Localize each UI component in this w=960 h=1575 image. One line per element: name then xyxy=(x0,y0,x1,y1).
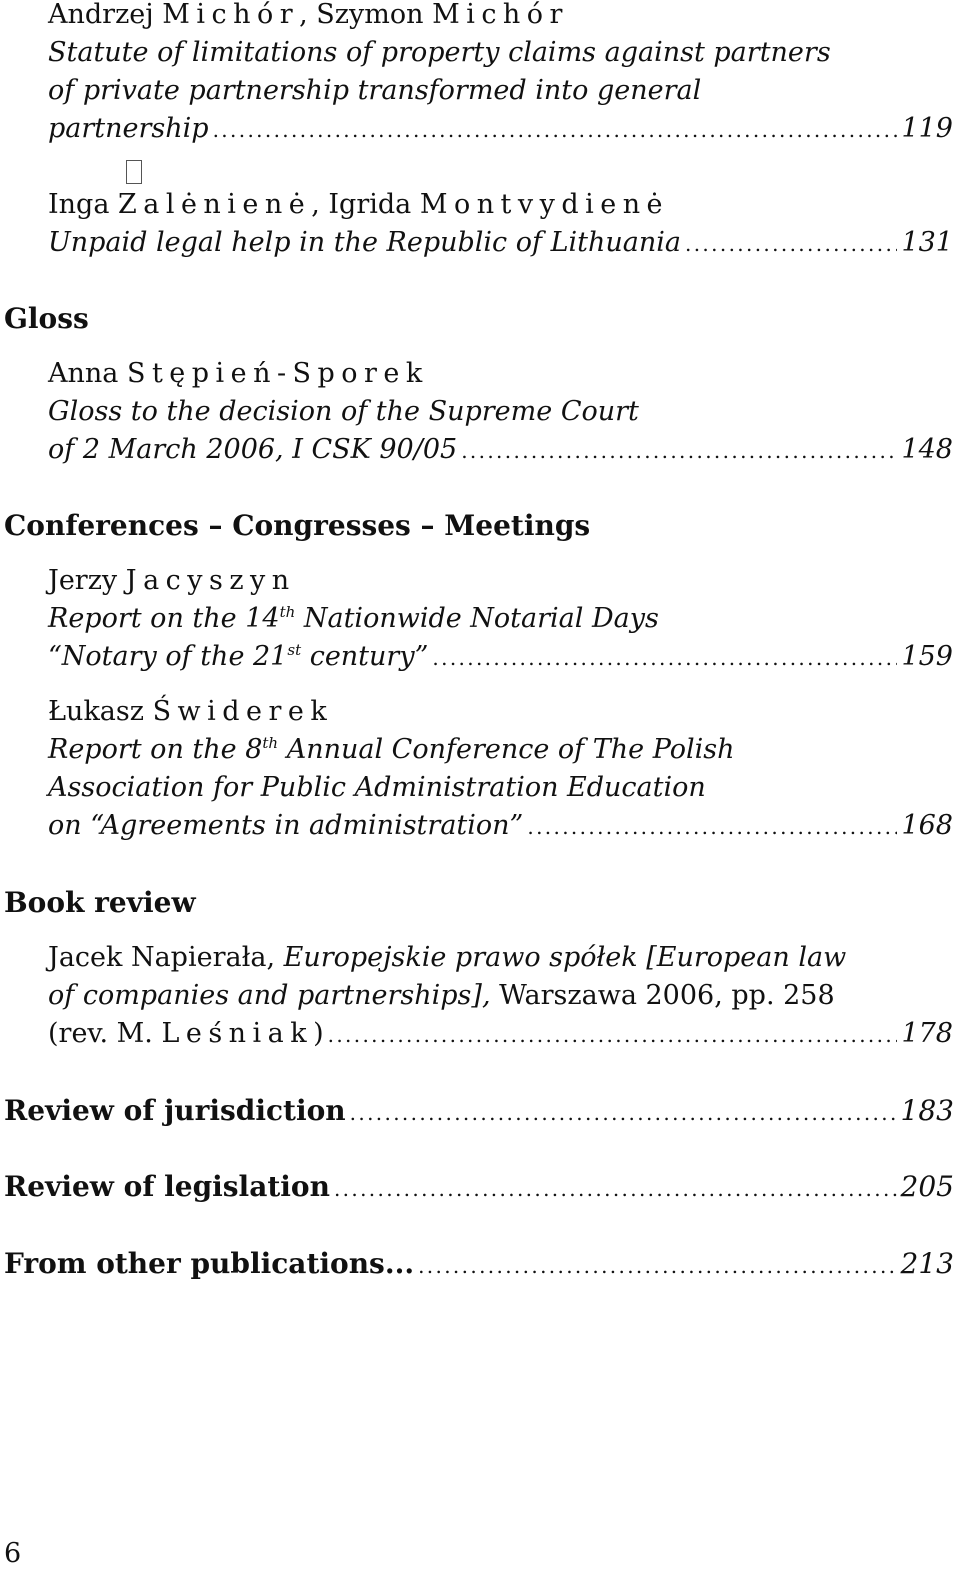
toc-entry-title: Association for Public Administration Education xyxy=(48,772,706,803)
toc-entry-title: Report on the 8th Annual Conference of The Polish xyxy=(48,734,735,765)
toc-entry-title-line[interactable]: Unpaid legal help in the Republic of Lithuania . . . 131 xyxy=(48,224,953,263)
section-heading-legislation[interactable]: Review of legislation . . . 205 xyxy=(4,1168,954,1208)
dot-leader xyxy=(334,1168,897,1208)
toc-entry-authors: Andrzej Michór, Szymon Michór xyxy=(48,0,569,30)
missing-glyph-icon xyxy=(126,160,142,184)
page-number: 148 xyxy=(901,434,953,465)
page-number: 205 xyxy=(900,1170,954,1203)
dot-leader xyxy=(418,1245,896,1285)
dot-leader xyxy=(461,431,897,470)
dot-leader xyxy=(527,807,897,846)
page-number: 119 xyxy=(901,113,953,144)
toc-entry-title-line[interactable]: (rev. M. Leśniak) . . . 178 xyxy=(48,1015,953,1054)
dot-leader xyxy=(350,1092,897,1132)
page-number: 178 xyxy=(901,1018,953,1049)
dot-leader xyxy=(328,1015,898,1054)
section-heading-conferences: Conferences – Congresses – Meetings xyxy=(4,509,591,542)
page-number: 159 xyxy=(901,641,953,672)
toc-entry-title-line[interactable]: partnership . . . 119 xyxy=(48,110,953,149)
section-heading-jurisdiction[interactable]: Review of jurisdiction . . . 183 xyxy=(4,1092,954,1132)
page-number: 131 xyxy=(901,227,953,258)
toc-entry-title: of companies and partnerships], Warszawa 2006, pp. 258 xyxy=(48,980,835,1011)
toc-entry-title: Jacek Napierała, Europejskie prawo spółek [European law xyxy=(48,942,847,973)
page-footer-number: 6 xyxy=(4,1538,22,1569)
page-number: 168 xyxy=(901,810,953,841)
toc-entry-authors: Anna Stępień-Sporek xyxy=(48,358,429,389)
toc-entry-authors: Jerzy Jacyszyn xyxy=(48,565,296,596)
toc-entry-title-line[interactable]: of 2 March 2006, I CSK 90/05 . . . 148 xyxy=(48,431,953,470)
toc-entry-authors: Łukasz Świderek xyxy=(48,696,334,727)
toc-entry-authors: Inga Zalėnienė, Igrida Montvydienė xyxy=(48,189,670,220)
toc-entry-title-line[interactable]: on “Agreements in administration” . . . 168 xyxy=(48,807,953,846)
toc-entry-title: Statute of limitations of property claims against partners xyxy=(48,37,831,68)
page-number: 213 xyxy=(900,1247,954,1280)
page-number: 183 xyxy=(900,1094,954,1127)
section-heading-book-review: Book review xyxy=(4,886,196,919)
section-heading-gloss: Gloss xyxy=(4,302,89,335)
section-heading-other-publications[interactable]: From other publications... . . . 213 xyxy=(4,1245,954,1285)
dot-leader xyxy=(432,638,897,677)
dot-leader xyxy=(685,224,897,263)
toc-entry-title: Report on the 14th Nationwide Notarial Days xyxy=(48,603,659,634)
toc-entry-title-line[interactable]: “Notary of the 21st century” . . . 159 xyxy=(48,638,953,677)
dot-leader xyxy=(213,110,898,149)
toc-entry-title: of private partnership transformed into general xyxy=(48,75,702,106)
toc-entry-title: Gloss to the decision of the Supreme Court xyxy=(48,396,639,427)
